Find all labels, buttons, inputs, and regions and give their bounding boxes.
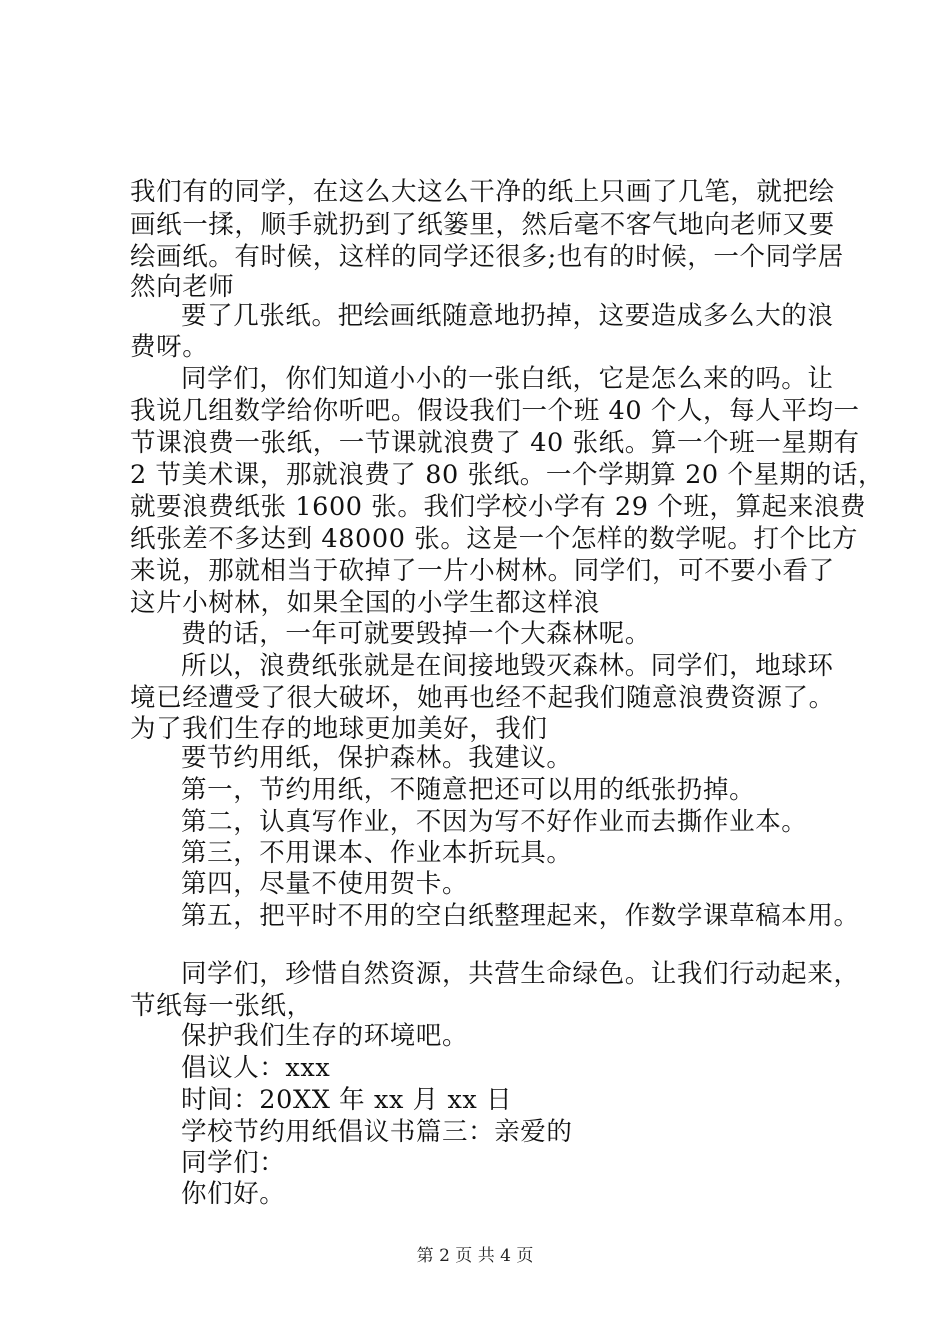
text-line: 境已经遭受了很大破坏，她再也经不起我们随意浪费资源了。 bbox=[130, 683, 835, 713]
text-line: 第三，不用课本、作业本折玩具。 bbox=[181, 838, 573, 868]
page-number-footer: 第 2 页 共 4 页 bbox=[416, 1246, 534, 1266]
text-line: 第二，认真写作业，不因为写不好作业而去撕作业本。 bbox=[181, 807, 808, 837]
text-line: 节纸每一张纸， bbox=[130, 991, 313, 1021]
text-line: 就要浪费纸张 1600 张。我们学校小学有 29 个班，算起来浪费 bbox=[130, 492, 867, 522]
text-line: 保护我们生存的环境吧。 bbox=[181, 1021, 469, 1051]
text-line: 你们好。 bbox=[181, 1179, 286, 1209]
text-line: 费呀。 bbox=[130, 332, 209, 362]
text-line: 来说，那就相当于砍掉了一片小树林。同学们，可不要小看了 bbox=[130, 556, 835, 586]
text-line: 绘画纸。有时候，这样的同学还很多;也有的时候，一个同学居 bbox=[130, 242, 844, 272]
text-line: 第四，尽量不使用贺卡。 bbox=[181, 869, 469, 899]
text-line: 我们有的同学，在这么大这么干净的纸上只画了几笔，就把绘 bbox=[130, 177, 835, 207]
text-line: 画纸一揉，顺手就扔到了纸篓里，然后毫不客气地向老师又要 bbox=[130, 210, 835, 240]
text-line: 第一，节约用纸，不随意把还可以用的纸张扔掉。 bbox=[181, 775, 756, 805]
text-line: 同学们，珍惜自然资源，共营生命绿色。让我们行动起来， bbox=[181, 959, 860, 989]
text-line: 费的话，一年可就要毁掉一个大森林呢。 bbox=[181, 619, 651, 649]
text-line: 时间：20XX 年 xx 月 xx 日 bbox=[181, 1085, 513, 1115]
text-line: 2 节美术课，那就浪费了 80 张纸。一个学期算 20 个星期的话， bbox=[130, 460, 885, 490]
text-line: 同学们，你们知道小小的一张白纸，它是怎么来的吗。让 bbox=[181, 364, 834, 394]
text-line: 为了我们生存的地球更加美好，我们 bbox=[130, 714, 548, 744]
text-line: 第五，把平时不用的空白纸整理起来，作数学课草稿本用。 bbox=[181, 901, 860, 931]
text-line: 要了几张纸。把绘画纸随意地扔掉，这要造成多么大的浪 bbox=[181, 301, 834, 331]
text-line: 学校节约用纸倡议书篇三：亲爱的 bbox=[181, 1117, 573, 1147]
text-line: 纸张差不多达到 48000 张。这是一个怎样的数学呢。打个比方 bbox=[130, 524, 858, 554]
text-line: 倡议人：xxx bbox=[181, 1053, 331, 1083]
text-line: 这片小树林，如果全国的小学生都这样浪 bbox=[130, 588, 600, 618]
text-line: 我说几组数学给你听吧。假设我们一个班 40 个人，每人平均一 bbox=[130, 396, 860, 426]
text-line: 然向老师 bbox=[130, 272, 235, 302]
text-line: 节课浪费一张纸，一节课就浪费了 40 张纸。算一个班一星期有 bbox=[130, 428, 860, 458]
text-line: 要节约用纸，保护森林。我建议。 bbox=[181, 743, 573, 773]
text-line: 同学们： bbox=[181, 1148, 286, 1178]
text-line: 所以，浪费纸张就是在间接地毁灭森林。同学们，地球环 bbox=[181, 651, 834, 681]
